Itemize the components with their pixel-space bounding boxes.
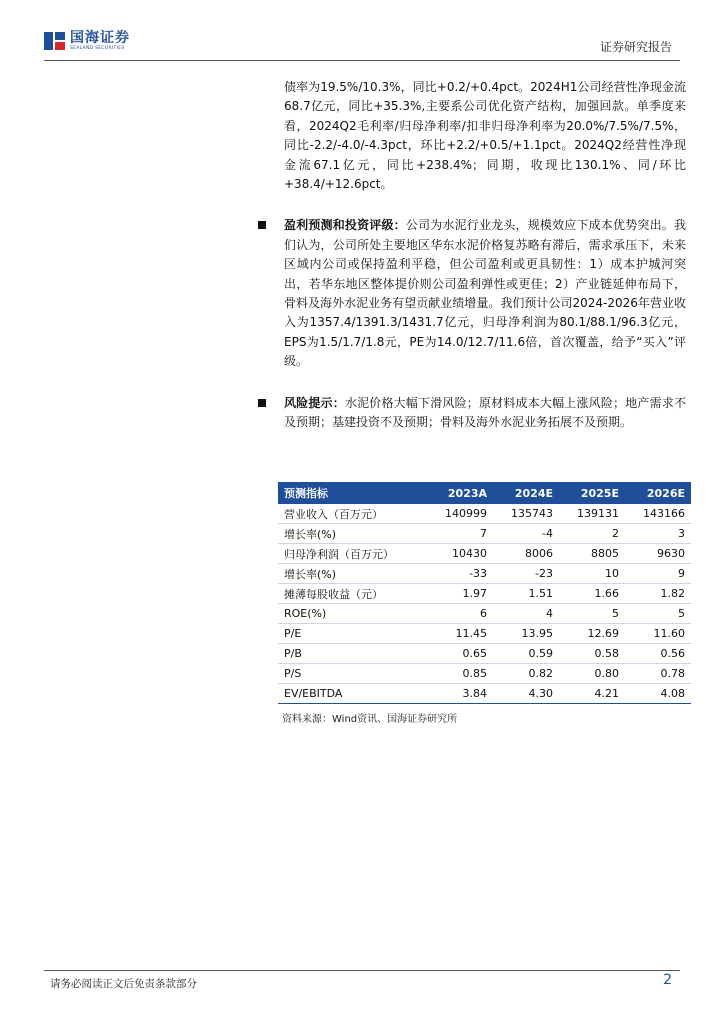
table-row	[278, 664, 691, 684]
report-type-label: 证券研究报告	[599, 40, 672, 54]
value-cell: 9	[625, 564, 691, 584]
table-row	[278, 504, 691, 524]
header-cell: 2026E	[625, 482, 691, 504]
risk-paragraph	[284, 394, 686, 433]
table-row	[278, 644, 691, 664]
profit-forecast-paragraph	[284, 216, 686, 371]
value-cell: 0.59	[493, 644, 559, 664]
value-cell: 1.97	[427, 584, 493, 604]
value-cell: 13.95	[493, 624, 559, 644]
company-logo	[44, 30, 130, 52]
financial-summary-paragraph: 债率为19.5%/10.3%，同比+0.2/+0.4pct。2024H1公司经营性净现金流68.7亿元，同比+35.3%,主要系公司优化资产结构，加强回款。单季度来看，2024Q2毛利率/归母净利率/扣非归母净利率为20.0%/7.5%/7.5%，同比-2.2/-4.0/-4.3pct，环比+2.2/+0.5/+1.1pct。2024Q2经营性净现金流67.1亿元，同比+238.4%；同期，收现比130.1%、同/环比+38.4/+12.6pct。	[284, 80, 686, 192]
value-cell: -33	[427, 564, 493, 584]
table-row	[278, 624, 691, 644]
value-cell: 4.30	[493, 684, 559, 704]
value-cell: 5	[625, 604, 691, 624]
row-label-cell: P/S	[278, 664, 427, 684]
value-cell: 140999	[427, 504, 493, 524]
risk-text: 水泥价格大幅下滑风险；原材料成本大幅上涨风险；地产需求不及预期；基建投资不及预期；骨料及海外水泥业务拓展不及预期。	[284, 395, 686, 430]
row-label-cell: ROE(%)	[278, 604, 427, 624]
value-cell: 4.08	[625, 684, 691, 704]
value-cell: 135743	[493, 504, 559, 524]
row-label-cell: 归母净利润（百万元）	[278, 544, 427, 564]
risk-heading: 风险提示：	[284, 395, 345, 410]
table-source-note: 资料来源：Wind资讯、国海证券研究所	[282, 714, 458, 725]
value-cell: 1.51	[493, 584, 559, 604]
value-cell: 0.56	[625, 644, 691, 664]
bullet-square-icon	[258, 399, 266, 407]
value-cell: 5	[559, 604, 625, 624]
table-row	[278, 524, 691, 544]
value-cell: 8805	[559, 544, 625, 564]
row-label-cell: 增长率(%)	[278, 524, 427, 544]
logo-name-cn: 国海证券	[70, 29, 130, 46]
value-cell: -23	[493, 564, 559, 584]
page-number: 2	[663, 972, 672, 988]
table-row	[278, 564, 691, 584]
logo-name-en: SEALAND SECURITIES	[70, 45, 125, 51]
value-cell: 7	[427, 524, 493, 544]
header-divider	[44, 60, 680, 61]
value-cell: 1.82	[625, 584, 691, 604]
header-cell: 预测指标	[278, 482, 427, 504]
value-cell: 4	[493, 604, 559, 624]
logo-mark-icon	[44, 30, 66, 52]
value-cell: 2	[559, 524, 625, 544]
value-cell: 0.82	[493, 664, 559, 684]
table-body	[278, 504, 691, 704]
value-cell: 3	[625, 524, 691, 544]
value-cell: 6	[427, 604, 493, 624]
profit-forecast-section	[284, 216, 686, 371]
value-cell: 0.80	[559, 664, 625, 684]
table-row	[278, 684, 691, 704]
value-cell: 4.21	[559, 684, 625, 704]
header-cell: 2025E	[559, 482, 625, 504]
header-cell: 2023A	[427, 482, 493, 504]
forecast-table	[278, 482, 691, 704]
table-row	[278, 544, 691, 564]
value-cell: 0.85	[427, 664, 493, 684]
row-label-cell: P/B	[278, 644, 427, 664]
value-cell: 9630	[625, 544, 691, 564]
bullet-square-icon	[258, 221, 266, 229]
value-cell: 0.58	[559, 644, 625, 664]
footer-divider	[44, 970, 680, 971]
value-cell: 11.60	[625, 624, 691, 644]
row-label-cell: 增长率(%)	[278, 564, 427, 584]
row-label-cell: 营业收入（百万元）	[278, 504, 427, 524]
main-content	[284, 78, 686, 433]
value-cell: -4	[493, 524, 559, 544]
value-cell: 10	[559, 564, 625, 584]
value-cell: 3.84	[427, 684, 493, 704]
row-label-cell: P/E	[278, 624, 427, 644]
row-label-cell: 摊薄每股收益（元）	[278, 584, 427, 604]
value-cell: 12.69	[559, 624, 625, 644]
table-row	[278, 584, 691, 604]
value-cell: 1.66	[559, 584, 625, 604]
value-cell: 143166	[625, 504, 691, 524]
forecast-table-container	[278, 482, 691, 725]
value-cell: 0.78	[625, 664, 691, 684]
value-cell: 8006	[493, 544, 559, 564]
profit-forecast-heading: 盈利预测和投资评级：	[284, 218, 406, 233]
value-cell: 0.65	[427, 644, 493, 664]
value-cell: 11.45	[427, 624, 493, 644]
profit-forecast-text: 公司为水泥行业龙头，规模效应下成本优势突出。我们认为，公司所处主要地区华东水泥价格复苏略有滞后，需求承压下，未来区域内公司或保持盈利平稳，但公司盈利或更具韧性：1）成本护城河突出，若华东地区整体提价则公司盈利弹性或更佳；2）产业链延伸布局下，骨料及海外水泥业务有望贡献业绩增量。我们预计公司2024-2026年营业收入为1357.4/1391.3/1431.7亿元，归母净利润为80.1/88.1/96.3亿元，EPS为1.5/1.7/1.8元，PE为14.0/12.7/11.6倍，首次覆盖，给予“买入”评级。	[284, 218, 686, 369]
table-row	[278, 604, 691, 624]
row-label-cell: EV/EBITDA	[278, 684, 427, 704]
value-cell: 139131	[559, 504, 625, 524]
risk-section	[284, 394, 686, 433]
value-cell: 10430	[427, 544, 493, 564]
table-header-row	[278, 482, 691, 504]
disclaimer-note: 请务必阅读正文后免责条款部分	[50, 978, 197, 990]
header-cell: 2024E	[493, 482, 559, 504]
